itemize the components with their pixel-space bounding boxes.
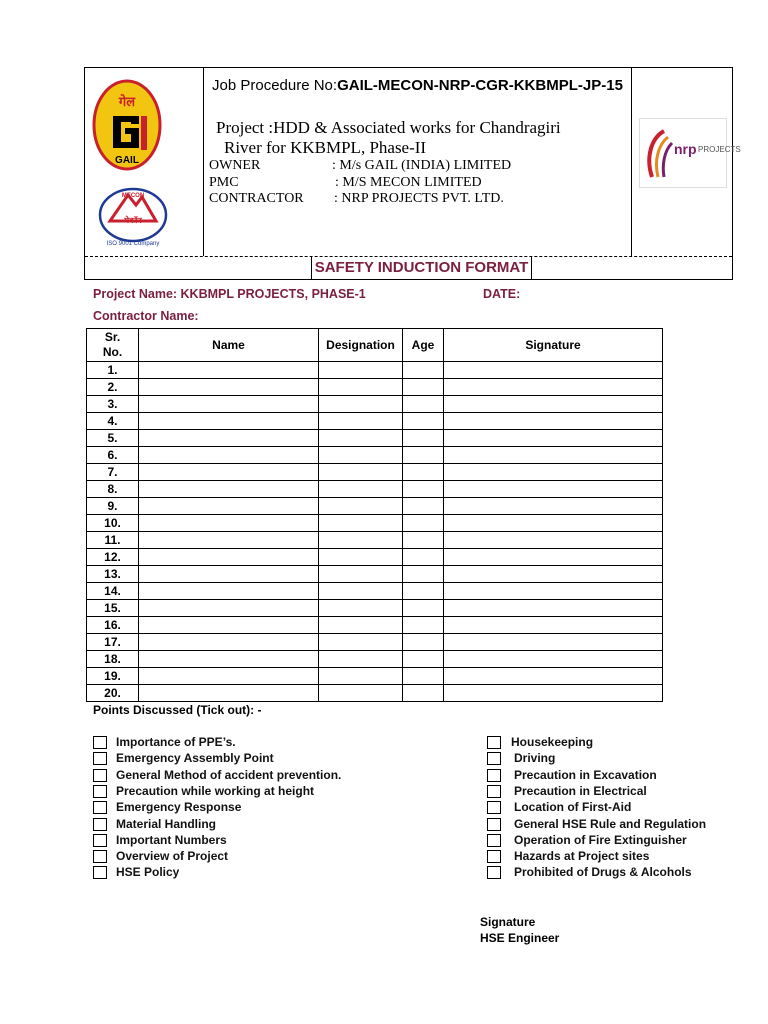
pmc-label: PMC [209, 175, 239, 190]
designation-cell[interactable] [319, 600, 403, 617]
designation-cell[interactable] [319, 634, 403, 651]
sr-no-cell: 3. [87, 396, 139, 413]
name-cell[interactable] [139, 362, 319, 379]
age-cell[interactable] [403, 583, 444, 600]
gail-logo-top-text: गेल [118, 95, 136, 110]
table-row [87, 651, 663, 668]
designation-cell[interactable] [319, 481, 403, 498]
contractor-label: CONTRACTOR [209, 191, 304, 206]
gail-logo-bottom-text: GAIL [115, 155, 139, 166]
table-row [87, 515, 663, 532]
sr-no-cell: 15. [87, 600, 139, 617]
project-line-1: Project :HDD & Associated works for Chandragiri [216, 118, 561, 137]
designation-cell[interactable] [319, 651, 403, 668]
project-line-2: River for KKBMPL, Phase-II [224, 138, 427, 157]
points-heading: Points Discussed (Tick out): - [93, 703, 262, 717]
owner-value: : M/s GAIL (INDIA) LIMITED [332, 158, 512, 173]
age-cell[interactable] [403, 685, 444, 702]
job-procedure-label: Job Procedure No: [212, 77, 338, 94]
table-row [87, 685, 663, 702]
point-label: General Method of accident prevention. [116, 767, 342, 782]
mecon-logo-top-text: MECON [121, 193, 145, 199]
sr-no-cell: 7. [87, 464, 139, 481]
signature-label: Signature [480, 915, 536, 929]
contractor-value: : NRP PROJECTS PVT. LTD. [334, 191, 504, 206]
name-cell[interactable] [139, 464, 319, 481]
age-cell[interactable] [403, 600, 444, 617]
designation-cell[interactable] [319, 532, 403, 549]
name-cell[interactable] [139, 532, 319, 549]
owner-label: OWNER [209, 158, 261, 173]
form-title: SAFETY INDUCTION FORMAT [311, 256, 532, 280]
sr-no-cell: 12. [87, 549, 139, 566]
table-row [87, 413, 663, 430]
age-cell[interactable] [403, 515, 444, 532]
signature-cell[interactable] [444, 396, 663, 413]
designation-cell[interactable] [319, 549, 403, 566]
mecon-logo-text: मेकॉन [124, 216, 142, 225]
checkbox[interactable] [93, 801, 107, 814]
signature-cell[interactable] [444, 617, 663, 634]
checkbox[interactable] [487, 834, 501, 847]
table-row [87, 498, 663, 515]
table-row [87, 668, 663, 685]
point-label: Housekeeping [511, 735, 594, 749]
signature-cell[interactable] [444, 481, 663, 498]
age-cell[interactable] [403, 413, 444, 430]
age-cell[interactable] [403, 668, 444, 685]
table-row [87, 583, 663, 600]
point-label: Precaution in Electrical [514, 783, 647, 798]
name-cell[interactable] [139, 566, 319, 583]
pmc-value: : M/S MECON LIMITED [335, 175, 482, 190]
designation-cell[interactable] [319, 447, 403, 464]
header-designation: Designation [319, 329, 403, 362]
designation-cell[interactable] [319, 668, 403, 685]
checkbox[interactable] [93, 866, 107, 879]
age-cell[interactable] [403, 481, 444, 498]
name-cell[interactable] [139, 634, 319, 651]
checkbox[interactable] [487, 866, 501, 879]
signature-cell[interactable] [444, 515, 663, 532]
table-row [87, 430, 663, 447]
age-cell[interactable] [403, 651, 444, 668]
checkbox[interactable] [93, 785, 107, 798]
designation-cell[interactable] [319, 566, 403, 583]
designation-cell[interactable] [319, 396, 403, 413]
name-cell[interactable] [139, 651, 319, 668]
sr-no-cell: 10. [87, 515, 139, 532]
designation-cell[interactable] [319, 430, 403, 447]
checkbox[interactable] [487, 785, 501, 798]
sr-no-cell: 8. [87, 481, 139, 498]
header-divider-right [631, 68, 632, 256]
name-cell[interactable] [139, 685, 319, 702]
signature-cell[interactable] [444, 464, 663, 481]
checkbox[interactable] [93, 769, 107, 782]
table-body [87, 362, 663, 702]
checkbox[interactable] [93, 752, 107, 765]
table-row [87, 447, 663, 464]
nrp-logo [639, 118, 741, 188]
sr-no-cell: 6. [87, 447, 139, 464]
job-procedure-number: GAIL-MECON-NRP-CGR-KKBMPL-JP-15 [337, 77, 623, 94]
point-label: Operation of Fire Extinguisher [514, 832, 687, 847]
table-row [87, 481, 663, 498]
attendance-table [86, 328, 663, 702]
point-label: Overview of Project [116, 849, 229, 864]
point-label: Hazards at Project sites [514, 849, 650, 864]
table-row [87, 396, 663, 413]
hse-engineer-label: HSE Engineer [480, 931, 560, 945]
mecon-logo [96, 183, 170, 247]
sr-no-cell: 4. [87, 413, 139, 430]
age-cell[interactable] [403, 532, 444, 549]
designation-cell[interactable] [319, 379, 403, 396]
name-cell[interactable] [139, 600, 319, 617]
project-name: Project Name: KKBMPL PROJECTS, PHASE-1 [93, 287, 366, 301]
signature-cell[interactable] [444, 685, 663, 702]
name-cell[interactable] [139, 481, 319, 498]
table-row [87, 600, 663, 617]
signature-cell[interactable] [444, 668, 663, 685]
gail-logo [91, 78, 163, 172]
signature-cell[interactable] [444, 362, 663, 379]
designation-cell[interactable] [319, 464, 403, 481]
contractor-name-label: Contractor Name: [93, 309, 199, 323]
designation-cell[interactable] [319, 413, 403, 430]
designation-cell[interactable] [319, 362, 403, 379]
age-cell[interactable] [403, 396, 444, 413]
header-box [84, 67, 741, 280]
checkbox[interactable] [93, 818, 107, 831]
signature-cell[interactable] [444, 532, 663, 549]
sr-no-cell: 18. [87, 651, 139, 668]
point-label: Driving [514, 751, 556, 766]
point-label: Emergency Assembly Point [116, 751, 274, 766]
sr-no-cell: 11. [87, 532, 139, 549]
point-label: Location of First-Aid [514, 800, 632, 815]
header-name: Name [139, 329, 319, 362]
age-cell[interactable] [403, 362, 444, 379]
signature-cell[interactable] [444, 566, 663, 583]
sr-no-cell: 20. [87, 685, 139, 702]
checkbox[interactable] [487, 850, 501, 863]
point-label: HSE Policy [116, 865, 180, 880]
age-cell[interactable] [403, 566, 444, 583]
age-cell[interactable] [403, 498, 444, 515]
point-label: Important Numbers [116, 832, 227, 847]
table-header-row [87, 329, 663, 362]
sr-no-cell: 13. [87, 566, 139, 583]
point-label: Prohibited of Drugs & Alcohols [514, 865, 692, 880]
name-cell[interactable] [139, 447, 319, 464]
header-signature: Signature [444, 329, 663, 362]
nrp-logo-text-2: PROJECTS [698, 145, 741, 154]
designation-cell[interactable] [319, 498, 403, 515]
sr-no-cell: 2. [87, 379, 139, 396]
sr-no-cell: 16. [87, 617, 139, 634]
date-label: DATE: [483, 287, 521, 301]
signature-cell[interactable] [444, 549, 663, 566]
signature-cell[interactable] [444, 447, 663, 464]
name-cell[interactable] [139, 583, 319, 600]
checkbox[interactable] [487, 752, 501, 765]
checkbox[interactable] [487, 818, 501, 831]
name-cell[interactable] [139, 549, 319, 566]
point-label: Precaution while working at height [116, 783, 315, 798]
mecon-logo-bottom-text: ISO 9001 Company [106, 241, 160, 247]
designation-cell[interactable] [319, 583, 403, 600]
signature-cell[interactable] [444, 413, 663, 430]
name-cell[interactable] [139, 379, 319, 396]
sr-no-cell: 17. [87, 634, 139, 651]
table-row [87, 549, 663, 566]
checkbox[interactable] [487, 769, 501, 782]
table-row [87, 617, 663, 634]
name-cell[interactable] [139, 668, 319, 685]
table-row [87, 634, 663, 651]
name-cell[interactable] [139, 396, 319, 413]
sr-no-cell: 5. [87, 430, 139, 447]
name-cell[interactable] [139, 430, 319, 447]
table-row [87, 362, 663, 379]
table-row [87, 532, 663, 549]
signature-cell[interactable] [444, 430, 663, 447]
age-cell[interactable] [403, 549, 444, 566]
designation-cell[interactable] [319, 685, 403, 702]
header-age: Age [403, 329, 444, 362]
age-cell[interactable] [403, 464, 444, 481]
name-cell[interactable] [139, 413, 319, 430]
age-cell[interactable] [403, 379, 444, 396]
signature-cell[interactable] [444, 634, 663, 651]
sr-no-cell: 14. [87, 583, 139, 600]
checkbox[interactable] [93, 736, 107, 749]
signature-cell[interactable] [444, 600, 663, 617]
name-cell[interactable] [139, 498, 319, 515]
designation-cell[interactable] [319, 515, 403, 532]
signature-cell[interactable] [444, 583, 663, 600]
point-label: Emergency Response [116, 800, 242, 815]
job-procedure [212, 77, 623, 94]
designation-cell[interactable] [319, 617, 403, 634]
point-label: General HSE Rule and Regulation [514, 816, 707, 831]
signature-cell[interactable] [444, 651, 663, 668]
age-cell[interactable] [403, 617, 444, 634]
sr-no-cell: 19. [87, 668, 139, 685]
checkbox[interactable] [93, 850, 107, 863]
checkbox[interactable] [487, 736, 501, 749]
signature-cell[interactable] [444, 498, 663, 515]
name-cell[interactable] [139, 515, 319, 532]
age-cell[interactable] [403, 430, 444, 447]
name-cell[interactable] [139, 617, 319, 634]
nrp-logo-text: nrp [674, 141, 697, 157]
sr-no-cell: 9. [87, 498, 139, 515]
header-sr-no: Sr. No. [87, 329, 139, 362]
checkbox[interactable] [93, 834, 107, 847]
header-divider-left [203, 68, 204, 256]
point-label: Material Handling [116, 816, 217, 831]
checkbox[interactable] [487, 801, 501, 814]
sr-no-cell: 1. [87, 362, 139, 379]
table-row [87, 379, 663, 396]
age-cell[interactable] [403, 634, 444, 651]
age-cell[interactable] [403, 447, 444, 464]
point-label: Importance of PPE’s. [116, 735, 236, 749]
table-row [87, 566, 663, 583]
table-row [87, 464, 663, 481]
signature-cell[interactable] [444, 379, 663, 396]
point-label: Precaution in Excavation [514, 767, 657, 782]
